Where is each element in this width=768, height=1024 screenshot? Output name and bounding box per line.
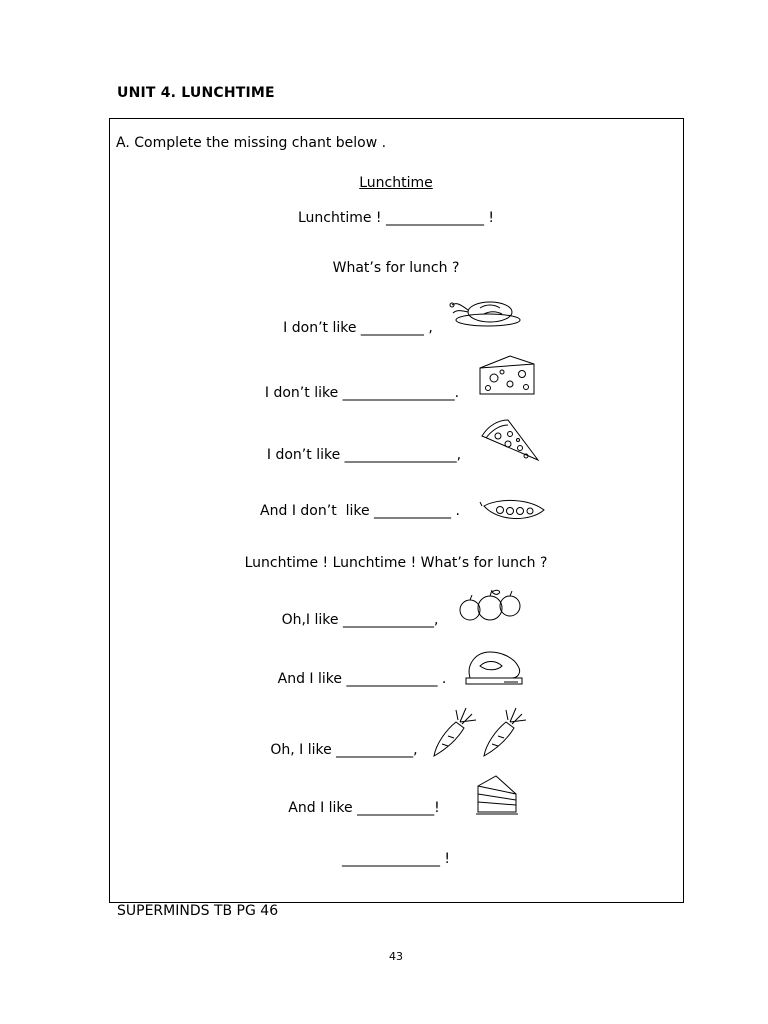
chant-line-9: And I like _____________ . [277,671,447,687]
cake-slice-icon [474,772,520,816]
steak-icon [462,644,526,692]
chant-line-12: ______________ ! [341,851,451,867]
pizza-slice-icon [478,418,542,466]
source-footer: SUPERMINDS TB PG 46 [117,903,279,919]
chant-line-11: And I like ___________! [288,800,440,816]
chant-line-10: Oh, I like ___________, [270,742,418,758]
chant-line-3: I don’t like _________ , [283,320,433,336]
chant-line-5: I don’t like ________________, [266,447,462,463]
apples-icon [456,588,524,626]
chant-line-2: What’s for lunch ? [332,260,460,276]
roast-chicken-icon [450,296,522,330]
chant-line-7: Lunchtime ! Lunchtime ! What’s for lunch ? [244,555,548,571]
chant-line-8: Oh,I like _____________, [281,612,439,628]
unit-heading: UNIT 4. LUNCHTIME [117,85,275,101]
carrots-icon [426,704,536,760]
chant-title: Lunchtime [359,175,433,191]
pea-pod-icon [480,496,548,524]
cheese-icon [476,354,538,398]
chant-line-6: And I don’t like ___________ . [260,503,460,519]
page-number: 43 [389,950,403,963]
chant-line-1: Lunchtime ! ______________ ! [297,210,495,226]
instruction-text: A. Complete the missing chant below . [116,135,387,151]
chant-line-4: I don’t like ________________. [264,385,460,401]
